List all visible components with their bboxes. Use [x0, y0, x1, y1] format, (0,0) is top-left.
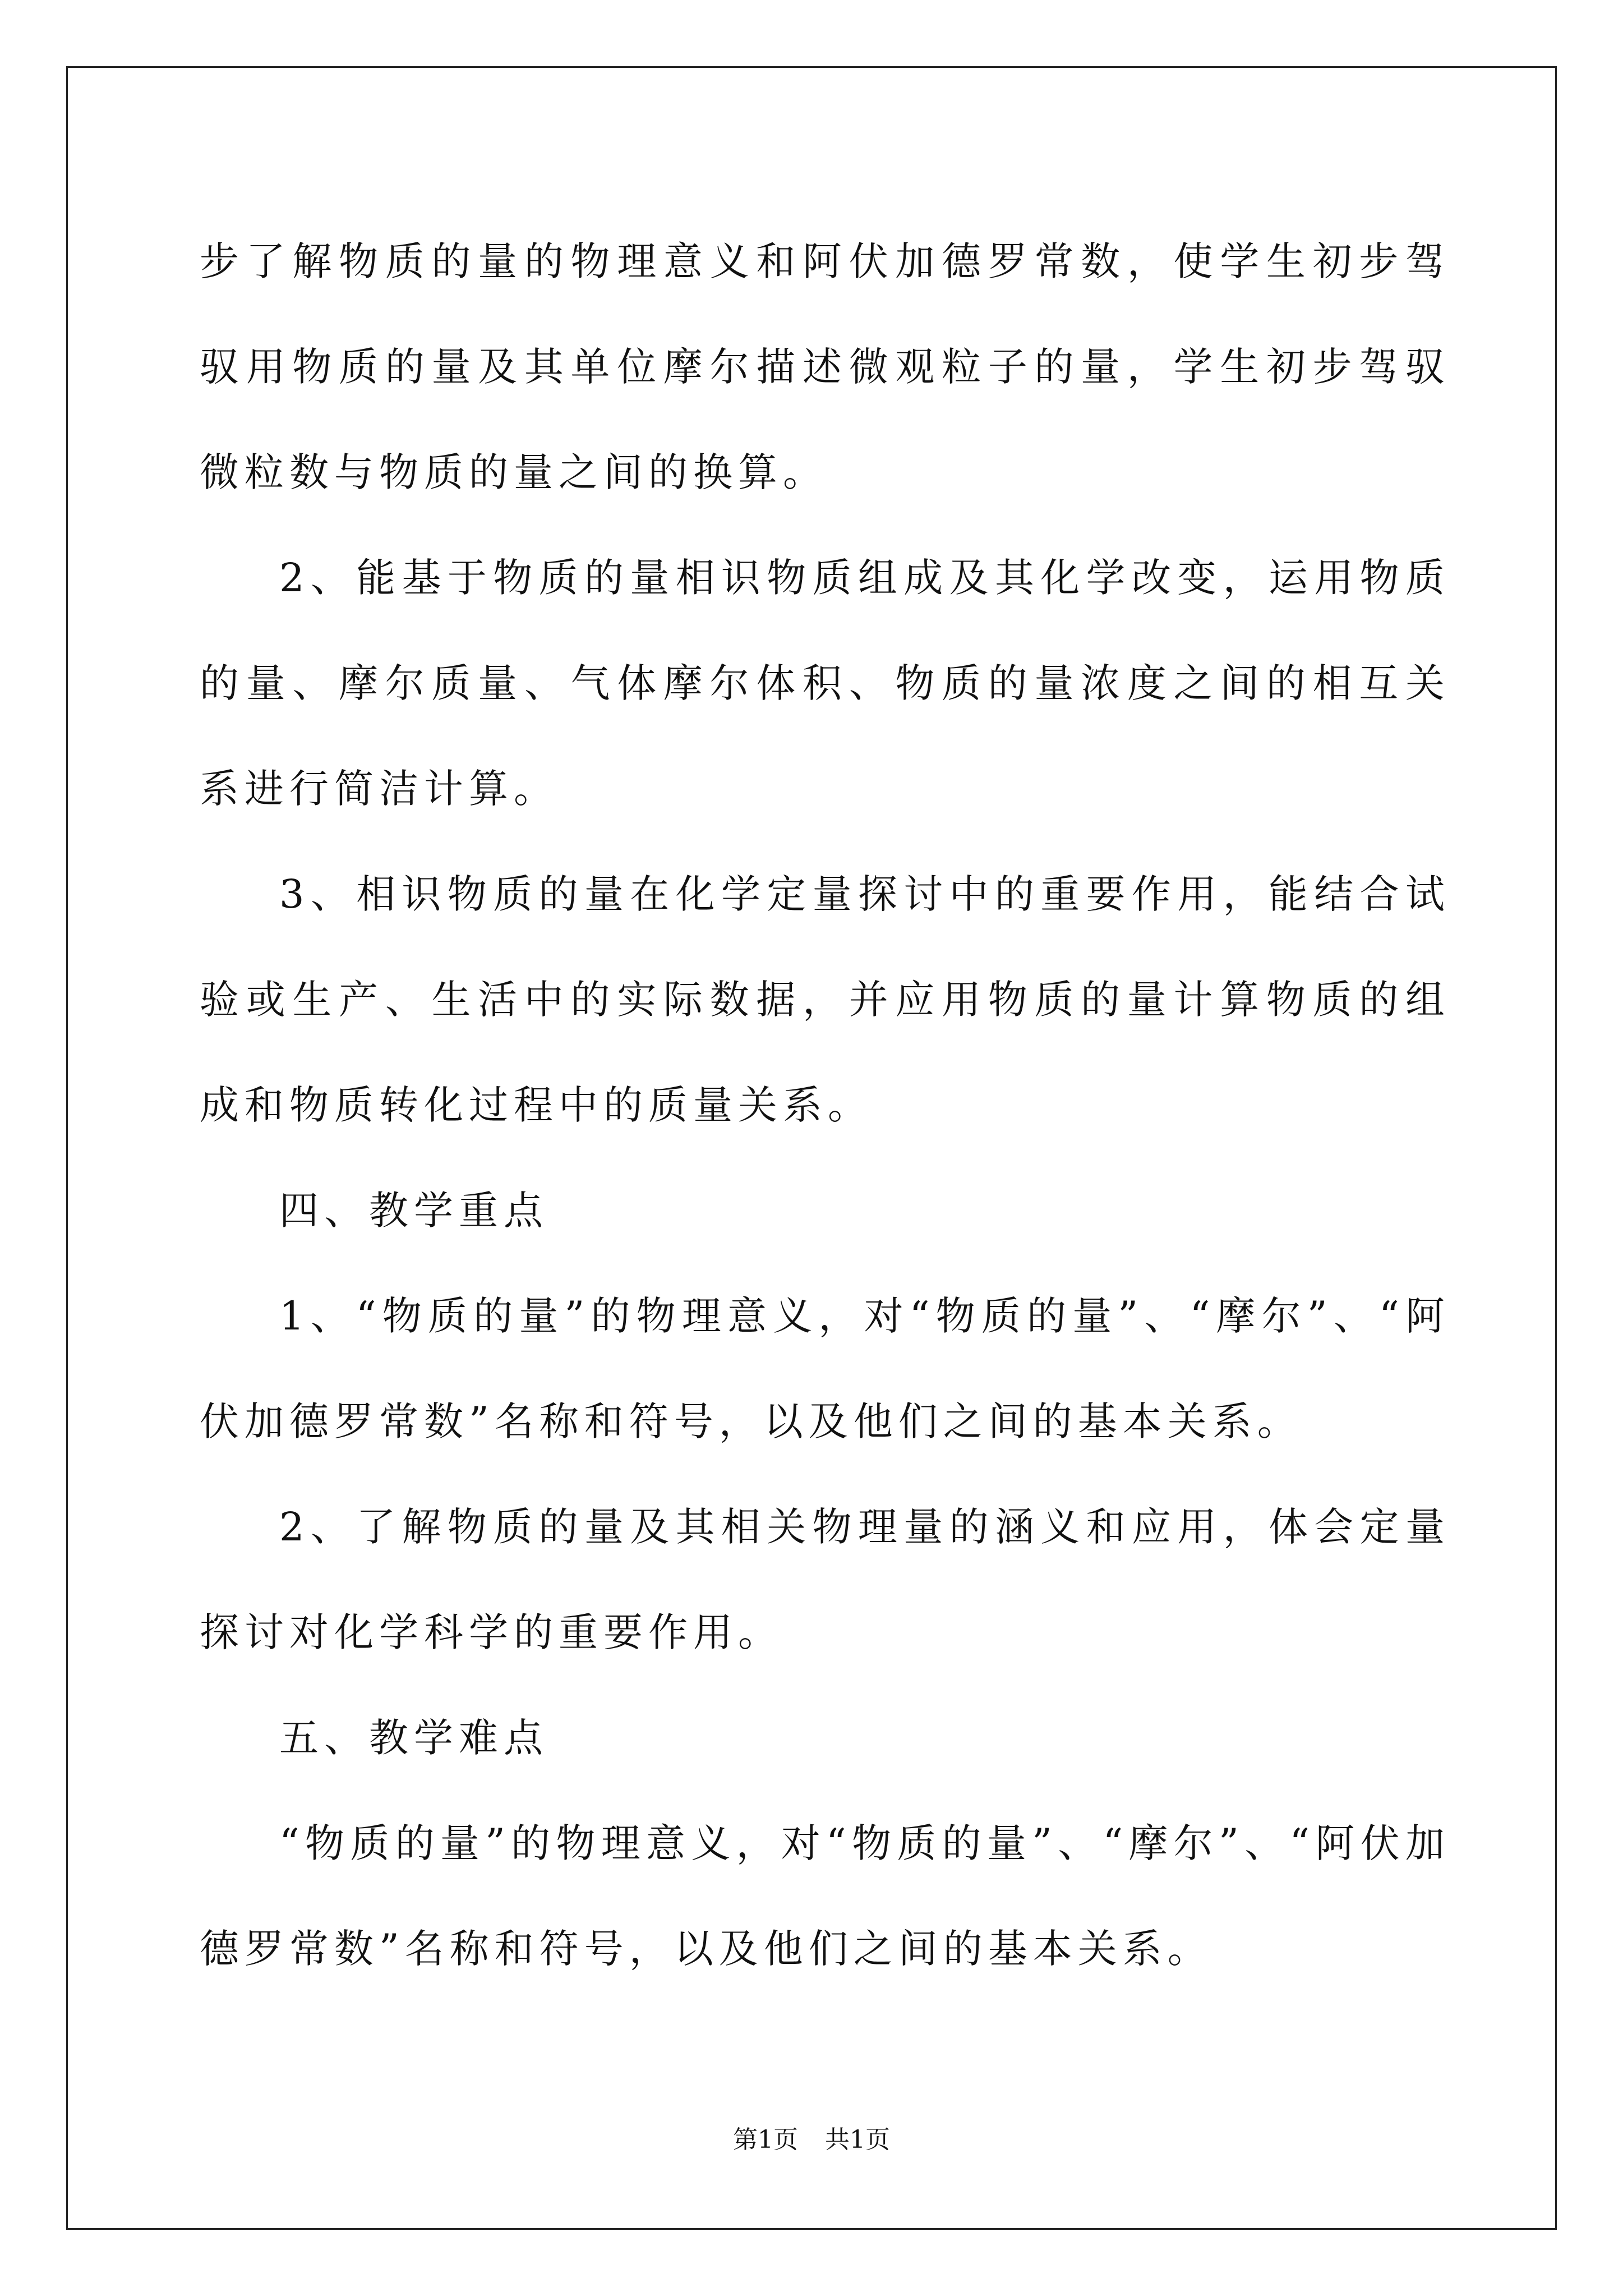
page-footer	[0, 2123, 1623, 2157]
section-heading-key-points: 四、教学重点	[279, 1188, 548, 1234]
paragraph-objective-3: 3、相识物质的量在化学定量探讨中的重要作用，能结合试验或生产、生活中的实际数据，并应用物质的量计算物质的组成和物质转化过程中的质量关系。	[200, 871, 1450, 1128]
paragraph-difficulty: “物质的量”的物理意义，对“物质的量”、“摩尔”、“阿伏加德罗常数”名称和符号，以及他们之间的基本关系。	[200, 1820, 1450, 1972]
paragraph-objective-1-continued: 步了解物质的量的物理意义和阿伏加德罗常数，使学生初步驾驭用物质的量及其单位摩尔描述微观粒子的量，学生初步驾驭微粒数与物质的量之间的换算。	[200, 238, 1450, 495]
document-body	[200, 209, 1450, 2001]
section-heading-difficulties: 五、教学难点	[279, 1715, 548, 1761]
paragraph-key-point-2: 2、了解物质的量及其相关物理量的涵义和应用，体会定量探讨对化学科学的重要作用。	[200, 1504, 1450, 1655]
page-number-total: 共1页	[825, 2125, 890, 2154]
page-number-current: 第1页	[733, 2125, 798, 2154]
paragraph-key-point-1: 1、“物质的量”的物理意义，对“物质的量”、“摩尔”、“阿伏加德罗常数”名称和符号，以及他们之间的基本关系。	[200, 1293, 1450, 1444]
paragraph-objective-2: 2、能基于物质的量相识物质组成及其化学改变，运用物质的量、摩尔质量、气体摩尔体积、物质的量浓度之间的相互关系进行简洁计算。	[200, 555, 1450, 812]
